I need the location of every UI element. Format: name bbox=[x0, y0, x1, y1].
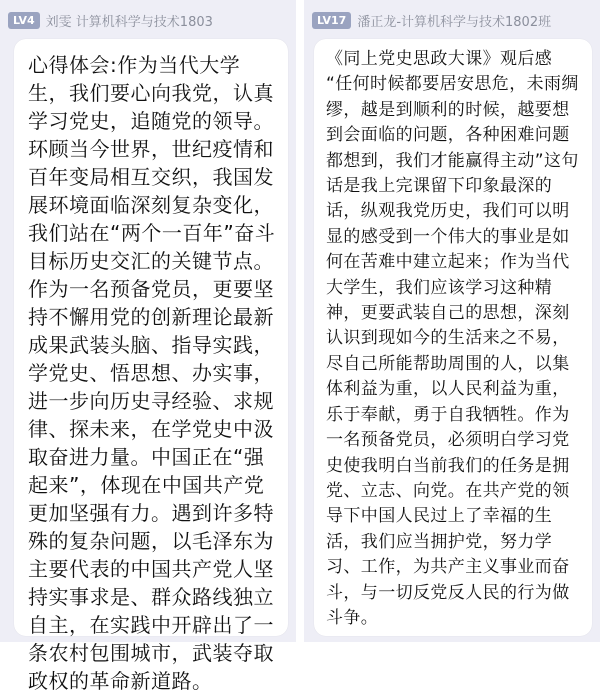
message-text: 《同上党史思政大课》观后感 “任何时候都要居安思危，未雨绸缪，越是到顺利的时候，越要想到会面临的问题，各种困难问题都想到，我们才能赢得主动”这句话是我上完课留下印象最深的话，纵观我党历史，我们可以明显的感受到一个伟大的事业是如何在苦难中建立起来；作为当代大学生，我们应该学习这种精神，更要武装自己的思想，深刻认识到现如今的生活来之不易，尽自己所能帮助周围的人，以集体利益为重，以人民利益为重，乐于奉献，勇于自我牺牲。作为一名预备党员，必须明白学习党史使我明白当前我们的任务是拥党、立志、向党。在共产党的领导下中国人民过上了幸福的生活，我们应当拥护党，努力学习、工作，为共产主义事业而奋斗，与一切反党反人民的行为做斗争。 bbox=[326, 49, 579, 628]
left-post-panel bbox=[0, 0, 296, 693]
level-badge: LV17 bbox=[312, 12, 351, 29]
right-post-header bbox=[312, 9, 594, 31]
right-post-panel bbox=[304, 0, 600, 642]
level-badge: LV4 bbox=[8, 12, 40, 29]
author-name[interactable]: 刘雯 计算机科学与技术1803 bbox=[45, 14, 213, 30]
author-name[interactable]: 潘正龙-计算机科学与技术1802班 bbox=[357, 14, 552, 30]
message-text: 心得体会:作为当代大学生，我们要心向我党，认真学习党史，追随党的领导。环顾当今世界，世纪疫情和百年变局相互交织，我国发展环境面临深刻复杂变化，我们站在“两个一百年”奋斗目标历史交汇的关键节点。作为一名预备党员，更要坚持不懈用党的创新理论最新成果武装头脑、指导实践，学党史、悟思想、办实事，进一步向历史寻经验、求规律、探未来，在学党史中汲取奋进力量。中国正在“强起来”，体现在中国共产党更加坚强有力。遇到许多特殊的复杂问题，以毛泽东为主要代表的中国共产党人坚持实事求是、群众路线独立自主，在实践中开辟出了一条农村包围城市，武装夺取政权的革命新道路。 bbox=[28, 53, 276, 693]
left-post-header bbox=[8, 9, 290, 31]
message-bubble bbox=[314, 39, 592, 636]
message-bubble bbox=[14, 39, 288, 693]
